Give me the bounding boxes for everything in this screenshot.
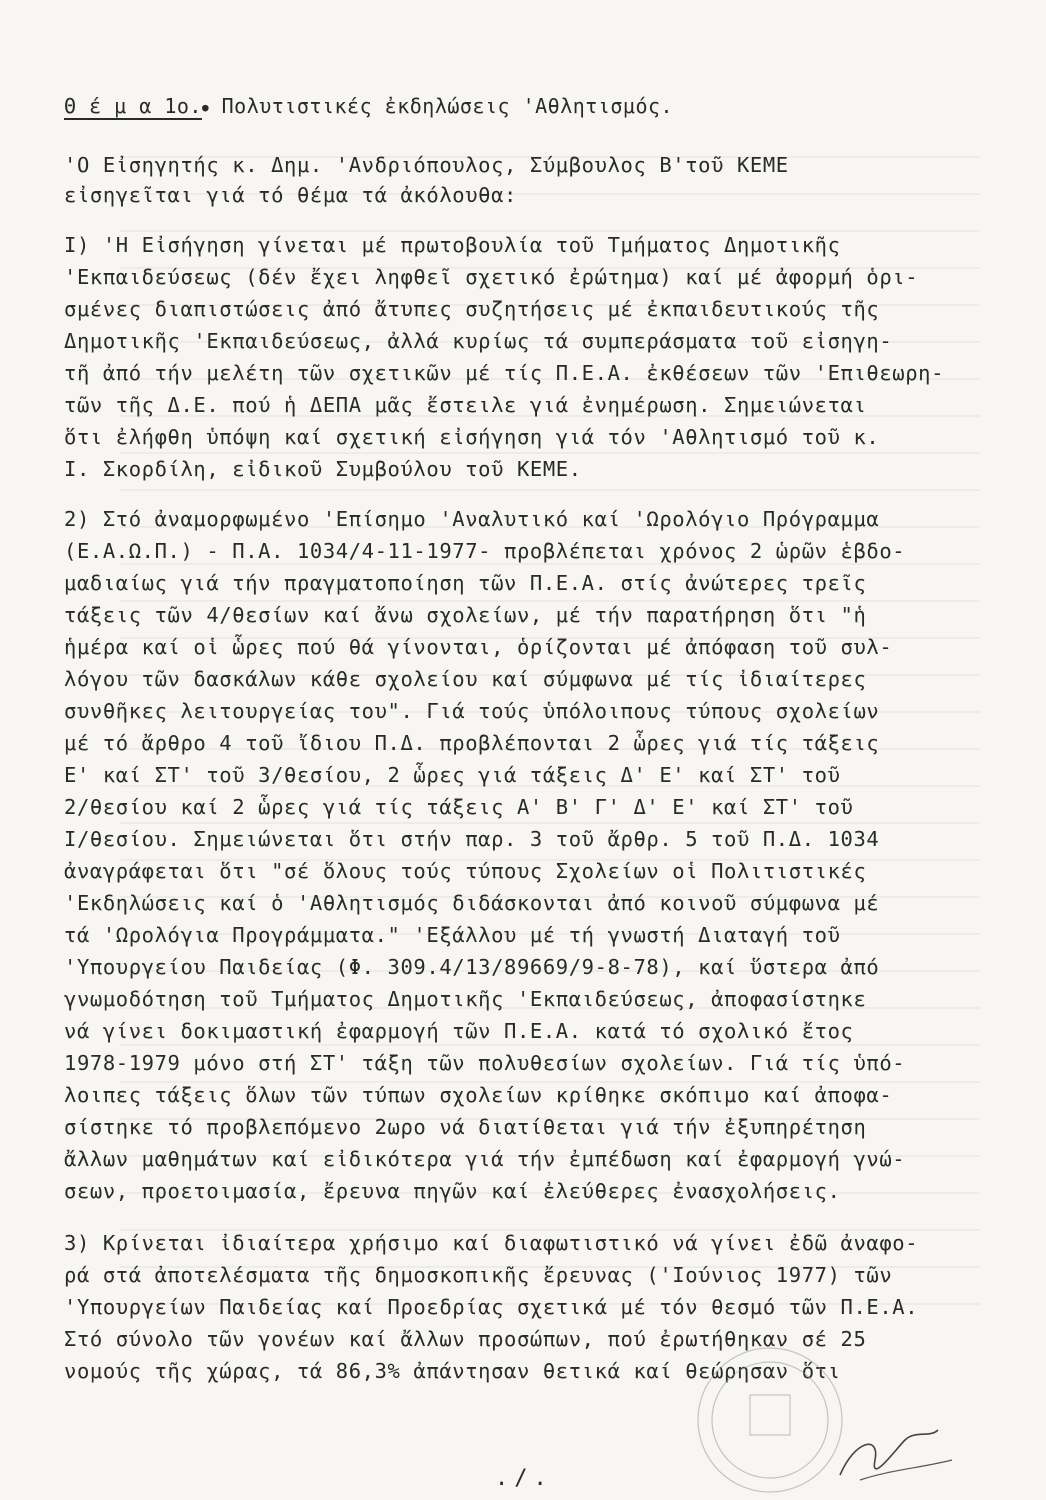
text-line: μέ τό ἄρθρο 4 τοῦ ἴδιου Π.Δ. προβλέπονται 2 ὧρες γιά τίς τάξεις [64,731,880,755]
topic-title: Πολυτιστικές ἐκδηλώσεις 'Αθλητισμός. [209,94,674,118]
text-line: τάξεις τῶν 4/θεσίων καί ἄνω σχολείων, μέ τήν παρατήρηση ὅτι "ἡ [64,603,867,627]
official-stamp [690,1300,960,1500]
text-line: 'Ο Εἰσηγητής κ. Δημ. 'Ανδριόπουλος, Σύμβουλος Β'τοῦ ΚΕΜΕ [64,153,789,177]
text-line: ἡμέρα καί οἱ ὧρες πού θά γίνονται, ὁρίζονται μέ ἀπόφαση τοῦ συλ- [64,635,893,659]
text-line: 'Εκπαιδεύσεως (δέν ἔχει ληφθεῖ σχετικό ἐρώτημα) καί μέ ἀφορμή ὁρι- [64,265,919,289]
text-line: τά 'Ωρολόγια Προγράμματα." 'Εξάλλου μέ τή γνωστή Διαταγή τοῦ [64,923,841,947]
text-line: 'Υπουργείου Παιδείας (Φ. 309.4/13/89669/9-8-78), καί ὕστερα ἀπό [64,955,880,979]
bullet-mark: ● [201,101,210,114]
signature-stroke [840,1430,938,1475]
text-line: Ι. Σκορδίλη, εἰδικοῦ Συμβούλου τοῦ ΚΕΜΕ. [64,457,582,481]
topic-heading [64,94,673,118]
text-line: (Ε.Α.Ω.Π.) - Π.Α. 1034/4-11-1977- προβλέπεται χρόνος 2 ὡρῶν ἑβδο- [64,539,906,563]
text-line: Δημοτικῆς 'Εκπαιδεύσεως, ἀλλά κυρίως τά συμπεράσματα τοῦ εἰσηγη- [64,329,893,353]
text-line: μαδιαίως γιά τήν πραγματοποίηση τῶν Π.Ε.Α. στίς ἀνώτερες τρεῖς [64,571,867,595]
text-line: Στό σύνολο τῶν γονέων καί ἄλλων προσώπων, πού ἐρωτήθηκαν σέ 25 [64,1327,867,1351]
text-line: σμένες διαπιστώσεις ἀπό ἄτυπες συζητήσεις μέ ἐκπαιδευτικούς τῆς [64,297,880,321]
text-line: 'Εκδηλώσεις καί ὁ 'Αθλητισμός διδάσκονται ἀπό κοινοῦ σύμφωνα μέ [64,891,880,915]
text-line: λοιπες τάξεις ὅλων τῶν τύπων σχολείων κρίθηκε σκόπιμο καί ἀποφα- [64,1083,893,1107]
text-line: 2) Στό ἀναμορφωμένο 'Επίσημο 'Αναλυτικό καί 'Ωρολόγιο Πρόγραμμα [64,507,880,531]
text-line: ἀναγράφεται ὅτι "σέ ὅλους τούς τύπους Σχολείων οἱ Πολιτιστικές [64,859,867,883]
topic-number: Θ έ μ α 1ο. [64,94,202,118]
text-line: 1978-1979 μόνο στή ΣΤ' τάξη τῶν πολυθεσίων σχολείων. Γιά τίς ὑπό- [64,1051,906,1075]
text-line: τῆ ἀπό τήν μελέτη τῶν σχετικῶν μέ τίς Π.Ε.Α. ἐκθέσεων τῶν 'Επιθεωρη- [64,361,945,385]
text-line: ὅτι ἐλήφθη ὑπόψη καί σχετική εἰσήγηση γιά τόν 'Αθλητισμό τοῦ κ. [64,425,880,449]
text-line: 3) Κρίνεται ἰδιαίτερα χρήσιμο καί διαφωτιστικό νά γίνει ἐδῶ ἀναφο- [64,1231,919,1255]
text-line: Ι/θεσίου. Σημειώνεται ὅτι στήν παρ. 3 τοῦ ἄρθρ. 5 τοῦ Π.Δ. 1034 [64,827,880,851]
text-line: σεων, προετοιμασία, ἔρευνα πηγῶν καί ἐλεύθερες ἐνασχολήσεις. [64,1179,841,1203]
text-line: ρά στά ἀποτελέσματα τῆς δημοσκοπικῆς ἔρευνας ('Ιούνιος 1977) τῶν [64,1263,893,1287]
text-line: 2/θεσίου καί 2 ὧρες γιά τίς τάξεις Α' Β' Γ' Δ' Ε' καί ΣΤ' τοῦ [64,795,854,819]
text-line: Ι) 'Η Εἰσήγηση γίνεται μέ πρωτοβουλία τοῦ Τμήματος Δημοτικῆς [64,233,841,257]
text-line: Ε' καί ΣΤ' τοῦ 3/θεσίου, 2 ὧρες γιά τάξεις Δ' Ε' καί ΣΤ' τοῦ [64,763,841,787]
text-line: νομούς τῆς χώρας, τά 86,3% ἀπάντησαν θετικά καί θεώρησαν ὅτι [64,1359,841,1383]
text-line: συνθῆκες λειτουργείας του". Γιά τούς ὑπόλοιπους τύπους σχολείων [64,699,880,723]
text-line: ἄλλων μαθημάτων καί εἰδικότερα γιά τήν ἐμπέδωση καί ἐφαρμογή γνώ- [64,1147,906,1171]
continuation-mark: ./. [495,1466,553,1491]
text-line: σίστηκε τό προβλεπόμενο 2ωρο νά διατίθεται γιά τήν ἐξυπηρέτηση [64,1115,867,1139]
text-line: γνωμοδότηση τοῦ Τμήματος Δημοτικῆς 'Εκπαιδεύσεως, ἀποφασίστηκε [64,987,867,1011]
text-line: 'Υπουργείων Παιδείας καί Προεδρίας σχετικά μέ τόν θεσμό τῶν Π.Ε.Α. [64,1295,919,1319]
text-line: νά γίνει δοκιμαστική ἐφαρμογή τῶν Π.Ε.Α. κατά τό σχολικό ἔτος [64,1019,854,1043]
text-line: τῶν τῆς Δ.Ε. πού ἡ ΔΕΠΑ μᾶς ἔστειλε γιά ἐνημέρωση. Σημειώνεται [64,393,867,417]
text-line: λόγου τῶν δασκάλων κάθε σχολείου καί σύμφωνα μέ τίς ἰδιαίτερες [64,667,867,691]
text-line: εἰσηγεῖται γιά τό θέμα τά ἀκόλουθα: [64,183,517,207]
